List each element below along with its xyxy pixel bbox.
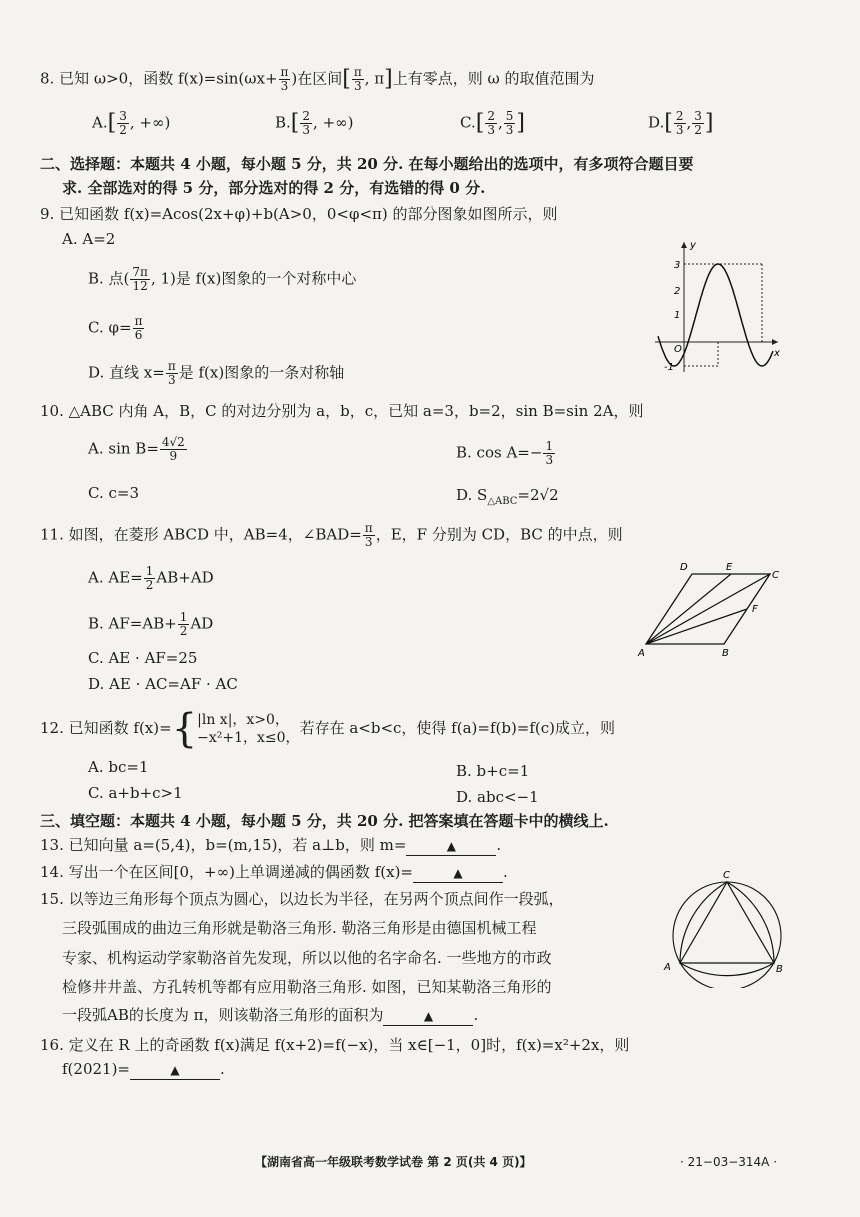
q15-label-c: C [723,870,730,881]
paper-code: · 21−03−314A · [680,1155,778,1169]
q9-option-b: B. 点( $\frac{7\pi}{12}$ , 1)是 f(x)图象的一个对称中心 [88,265,357,293]
section2-heading-cont: 求. 全部选对的得 5 分，部分选对的得 2 分，有选错的得 0 分. [62,179,486,197]
q10-option-c: C. c=3 [88,484,139,502]
q8-option-c: C.[ $\frac{2}{3}$ , $\frac{5}{3}$ ] [460,109,525,137]
q9-y-label: y [690,240,696,251]
q12-stem: 12. 已知函数 f(x)= { |ln x|，x>0， −x²+1，x≤0， 若存在 a<b<c，使得 f(a)=f(b)=f(c)成立，则 [40,706,616,752]
q11-label-f: F [752,604,758,615]
q9-tick-3: 3 [674,260,681,271]
q10-stem: 10. △ABC 内角 A，B，C 的对边分别为 a，b，c，已知 a=3，b=2，sin B=sin 2A，则 [40,402,644,420]
q9-tick-1: 1 [674,310,681,321]
q11-label-b: B [722,648,729,658]
q14-stem: 14. 写出一个在区间[0，+∞)上单调递减的偶函数 f(x)= ▲ . [40,863,508,881]
q9-stem: 9. 已知函数 f(x)=Acos(2x+φ)+b(A>0，0<φ<π) 的部分图象如图所示，则 [40,205,558,223]
section2-heading: 二、选择题：本题共 4 小题，每小题 5 分，共 20 分. 在每小题给出的选项中，有多项符合题目要 [40,155,694,173]
q8-option-d: D.[ $\frac{2}{3}$ , $\frac{3}{2}$ ] [648,109,714,137]
q10-option-b: B. cos A=− $\frac{1}{3}$ [456,439,554,467]
q8-option-a: A.[ $\frac{3}{2}$ , +∞) [92,109,171,137]
q12-option-b: B. b+c=1 [456,762,530,780]
q15-line-2: 三段弧围成的曲边三角形就是勒洛三角形. 勒洛三角形是由德国机械工程 [62,919,537,937]
q15-line-1: 15. 以等边三角形每个顶点为圆心，以边长为半径，在另两个顶点间作一段弧， [40,890,564,908]
q11-option-b: B. AF=AB+ $\frac{1}{2}$ AD [88,610,214,638]
q13-stem: 13. 已知向量 a=(5,4)，b=(m,15)，若 a⊥b，则 m= ▲ . [40,836,502,854]
q12-option-a: A. bc=1 [88,758,149,776]
q8-stem: 8. 已知 ω>0，函数 f(x)=sin(ωx+ $\frac{\pi}{3}$ )在区间[ $\frac{\pi}{3}$ , π]上有零点，则 ω 的取值范围为 [40,65,595,93]
q15-answer-blank[interactable]: ▲ [383,1007,473,1026]
q8-option-b: B.[ $\frac{2}{3}$ , +∞) [275,109,354,137]
q9-origin: O [674,344,682,355]
q11-option-d: D. AE · AC=AF · AC [88,675,238,693]
q16-line-1: 16. 定义在 R 上的奇函数 f(x)满足 f(x+2)=f(−x)，当 x∈[−1，0]时，f(x)=x²+2x，则 [40,1036,630,1054]
q14-answer-blank[interactable]: ▲ [413,864,503,883]
q15-line-4: 检修井井盖、方孔转机等都有应用勒洛三角形. 如图，已知某勒洛三角形的 [62,978,552,996]
q9-cosine-graph [650,238,785,378]
q11-stem: 11. 如图，在菱形 ABCD 中，AB=4，∠BAD= $\frac{\pi}{3}$ ，E，F 分别为 CD，BC 的中点，则 [40,521,623,549]
q9-option-d: D. 直线 x= $\frac{\pi}{3}$ 是 f(x)图象的一条对称轴 [88,359,345,387]
q12-option-d: D. abc<−1 [456,788,539,806]
q15-label-b: B [776,964,783,975]
q9-option-a: A. A=2 [62,230,116,248]
q10-option-a: A. sin B= $\frac{4√2}{9}$ [88,435,185,463]
q11-option-c: C. AE · AF=25 [88,649,198,667]
q11-label-e: E [726,562,733,573]
q11-option-a: A. AE= $\frac{1}{2}$ AB+AD [88,564,214,592]
q9-x-label: x [774,348,780,359]
q15-reuleaux-figure [660,868,795,988]
page-footer: 【湖南省高一年级联考数学试卷 第 2 页(共 4 页)】 [255,1155,532,1169]
q15-line-5: 一段弧AB的长度为 π，则该勒洛三角形的面积为 ▲ . [62,1006,479,1024]
q13-answer-blank[interactable]: ▲ [406,837,496,856]
q11-label-c: C [772,570,779,581]
q12-option-c: C. a+b+c>1 [88,784,183,802]
q15-label-a: A [664,962,671,973]
q11-label-d: D [680,562,688,573]
q11-label-a: A [638,648,645,658]
q9-tick-2: 2 [674,286,681,297]
q15-line-3: 专家、机构运动学家勒洛首先发现，所以以他的名字命名. 一些地方的市政 [62,949,552,967]
q11-rhombus-figure [632,558,792,658]
q9-option-c: C. φ= $\frac{\pi}{6}$ [88,314,143,342]
q9-tick-neg1: -1 [664,362,674,373]
q8-frac-pi-3: $\frac{\pi}{3}$ [280,65,289,93]
q10-option-d: D. $S_{\triangle ABC}=2√2$ [456,486,559,507]
q16-answer-blank[interactable]: ▲ [130,1061,220,1080]
q16-line-2: f(2021)= ▲ . [62,1060,225,1078]
section3-heading: 三、填空题：本题共 4 小题，每小题 5 分，共 20 分. 把答案填在答题卡中的横线上. [40,812,609,830]
